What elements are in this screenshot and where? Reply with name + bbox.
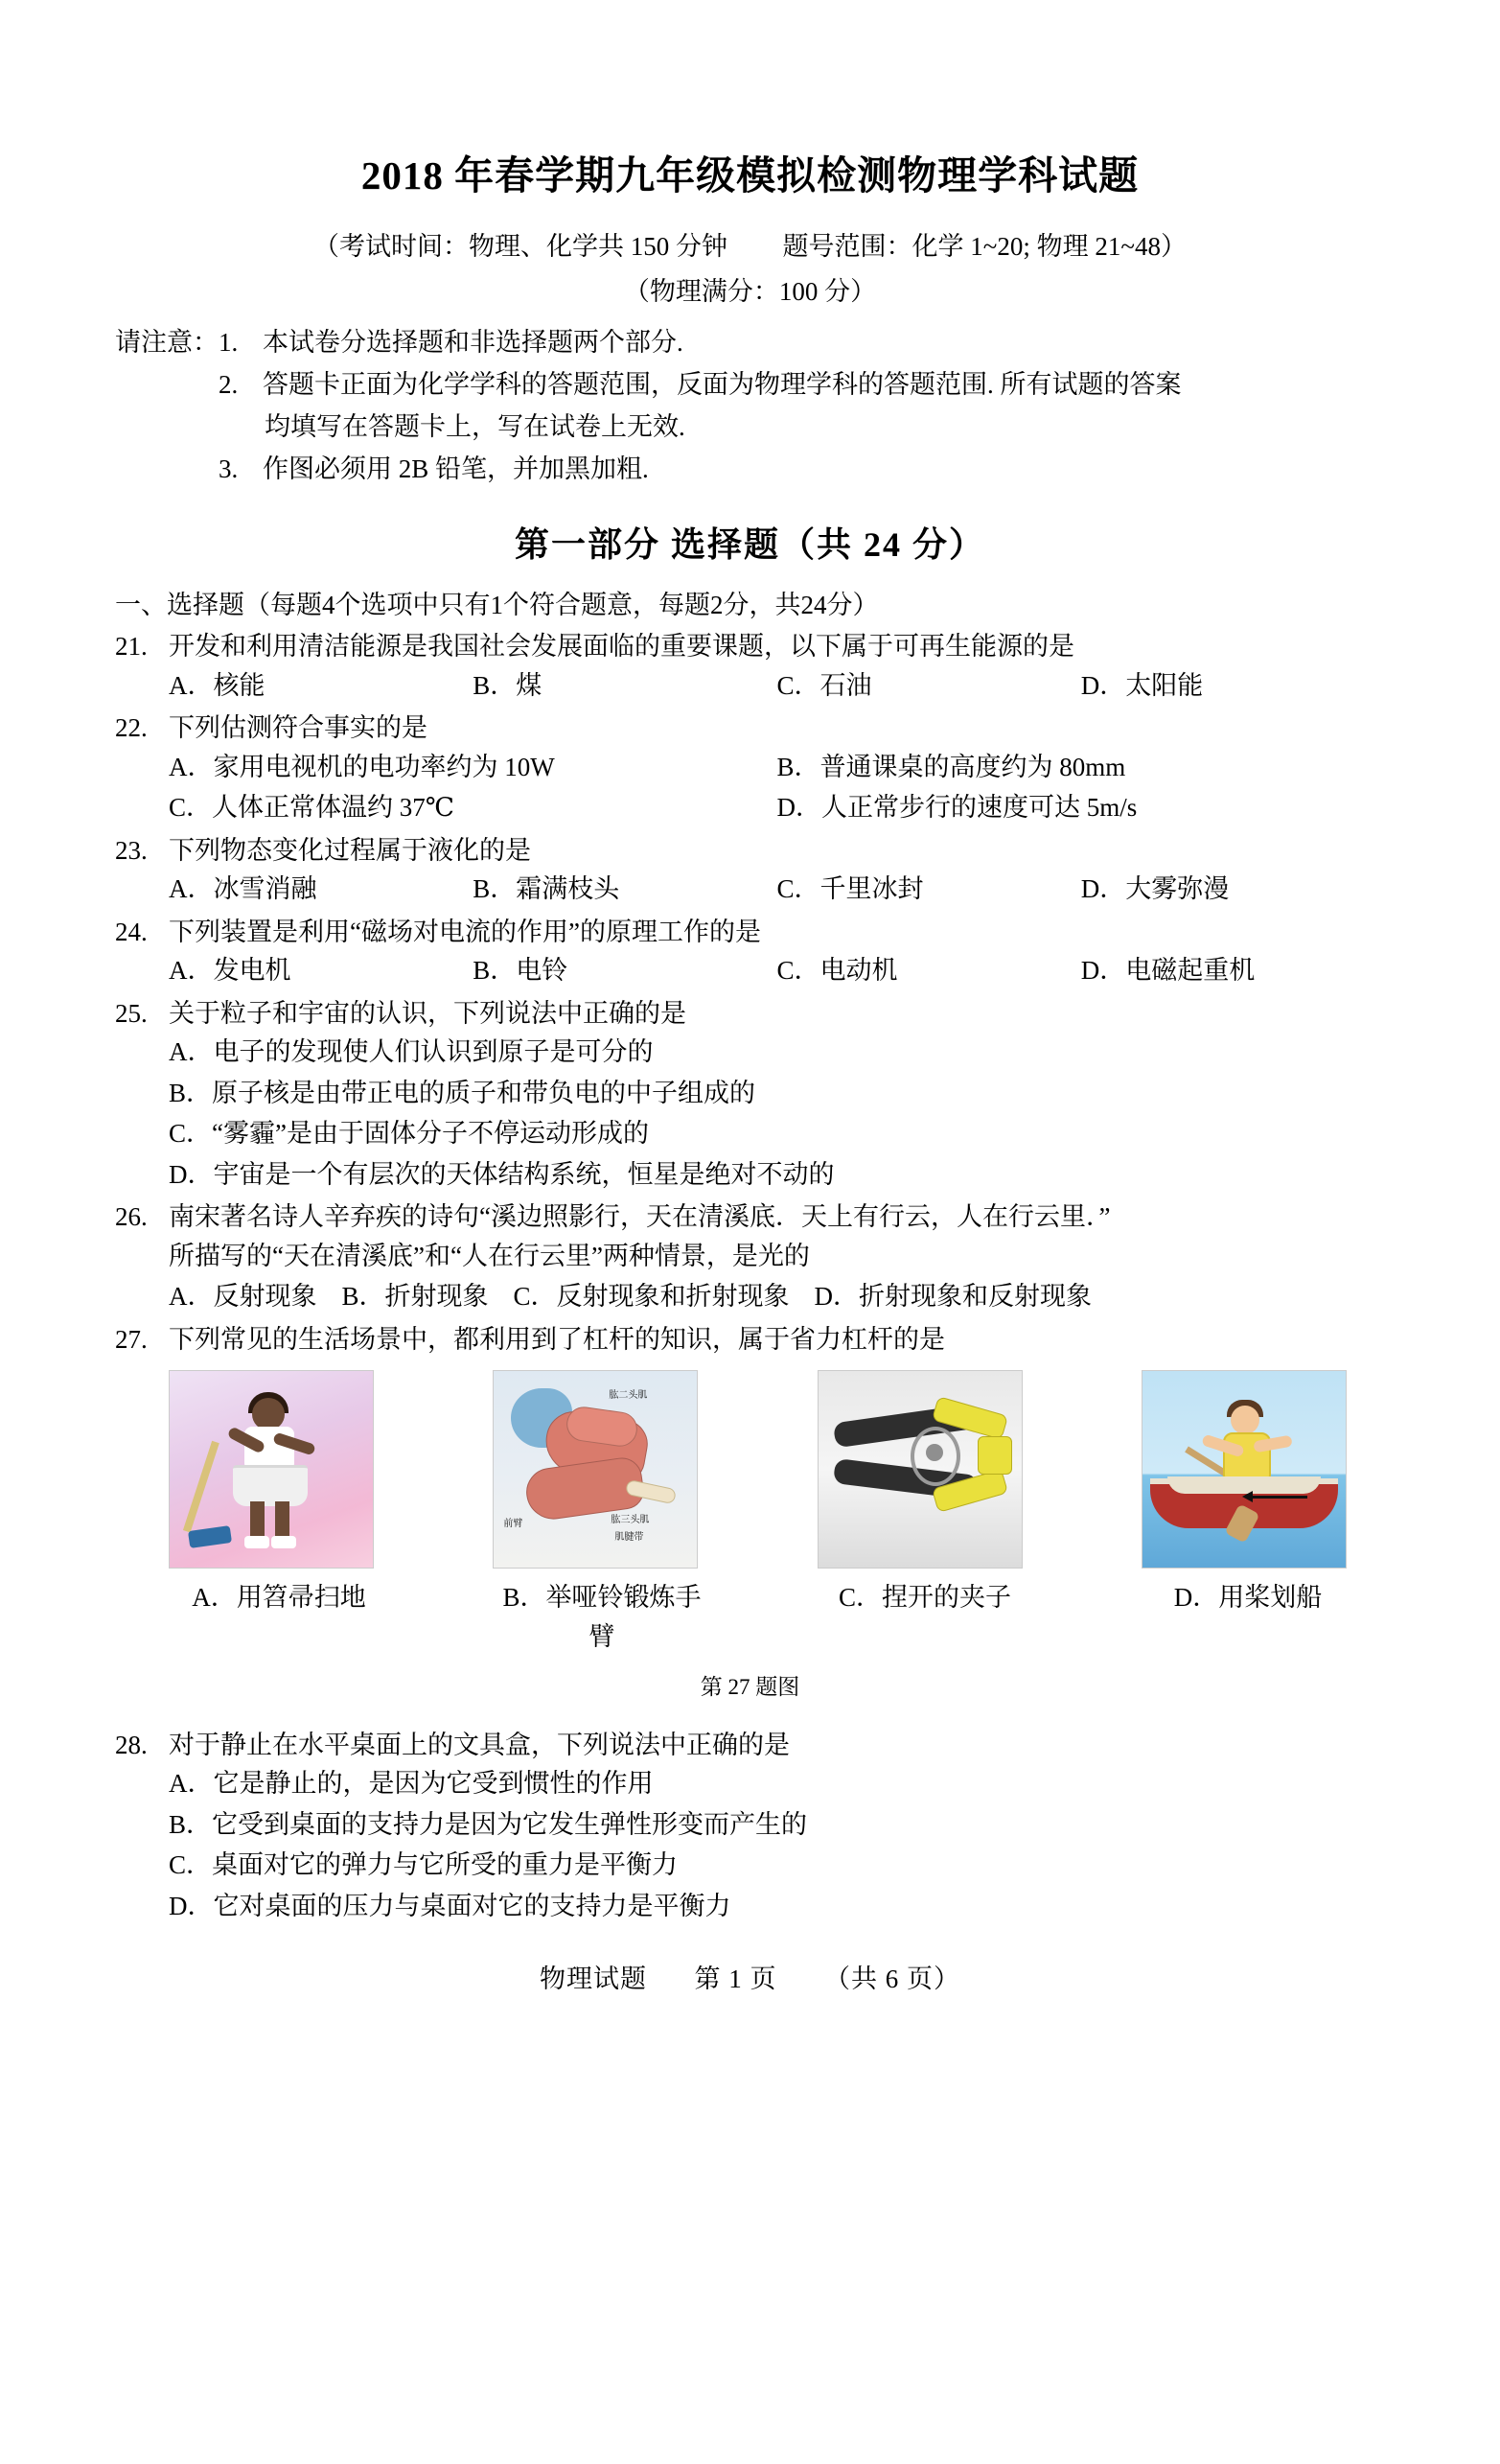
- option-d[interactable]: D．太阳能: [1080, 670, 1204, 700]
- option-c[interactable]: C．“雾霾”是由于固体分子不停运动形成的: [169, 1119, 649, 1149]
- question-range-text: 题号范围：化学 1~20; 物理 21~48）: [782, 232, 1187, 261]
- option-a[interactable]: A．用笤帚扫地: [192, 1583, 366, 1613]
- exam-time-text: （考试时间：物理、化学共 150 分钟: [313, 232, 728, 261]
- figure-part: [250, 1501, 265, 1540]
- figure-caption: 第 27 题图: [700, 1675, 800, 1700]
- question-number: 21.: [115, 632, 148, 662]
- option-b[interactable]: B．原子核是由带正电的质子和带负电的中子组成的: [169, 1078, 756, 1107]
- option-d[interactable]: D．人正常步行的速度可达 5m/s: [776, 793, 1138, 823]
- figure-label-triceps: 肱三头肌: [611, 1515, 650, 1526]
- option-d[interactable]: D．宇宙是一个有层次的天体结构系统，恒星是绝对不动的: [169, 1159, 835, 1189]
- exam-time-range-line: [115, 225, 1385, 263]
- notice-item: [219, 365, 1385, 406]
- question-stem: 对于静止在水平桌面上的文具盒，下列说法中正确的是: [169, 1730, 790, 1759]
- question-27: [115, 1320, 1385, 1705]
- option-a[interactable]: A．核能: [169, 670, 265, 700]
- question-27-captions: [115, 1578, 1385, 1656]
- question-26: [115, 1197, 1385, 1316]
- notice-item-text: 作图必须用 2B 铅笔，并加黑加粗.: [263, 453, 649, 483]
- arm-muscle-anatomy-image: [493, 1370, 698, 1569]
- footer-page-number: 第 1 页: [694, 1964, 777, 1994]
- figure-part: [271, 1536, 296, 1548]
- notice-item-number: 3.: [219, 453, 239, 483]
- question-options: [169, 666, 1385, 706]
- broom-head: [188, 1525, 232, 1548]
- option-b[interactable]: B．电铃: [473, 956, 568, 986]
- question-stem: 下列常见的生活场景中，都利用到了杠杆的知识，属于省力杠杆的是: [169, 1324, 945, 1354]
- yellow-clamp-image: [818, 1370, 1023, 1569]
- question-stem-line-1: 南宋著名诗人辛弃疾的诗句“溪边照影行，天在清溪底．天上有行云，人在行云里．”: [169, 1202, 1111, 1232]
- figure-part: [926, 1444, 943, 1461]
- question-options: [169, 951, 1385, 990]
- option-c[interactable]: C．电动机: [776, 956, 898, 986]
- option-b[interactable]: B．煤: [473, 670, 542, 700]
- question-options-row-1: [169, 748, 1385, 787]
- figure-label-forearm: 前臂: [503, 1519, 523, 1530]
- page-footer: [115, 1958, 1385, 1995]
- question-stem: 开发和利用清洁能源是我国社会发展面临的重要课题，以下属于可再生能源的是: [169, 632, 1074, 662]
- question-stem: 关于粒子和宇宙的认识，下列说法中正确的是: [169, 998, 686, 1028]
- sweeping-floor-image: [169, 1370, 374, 1569]
- question-24: [115, 913, 1385, 990]
- full-mark-line: （物理满分：100 分）: [623, 277, 877, 306]
- option-c[interactable]: C．石油: [776, 670, 872, 700]
- notice-item-text: 答题卡正面为化学学科的答题范围，反面为物理学科的答题范围. 所有试题的答案: [263, 369, 1182, 399]
- notice-item-text: 均填写在答题卡上，写在试卷上无效.: [265, 411, 685, 441]
- option-d[interactable]: D．大雾弥漫: [1080, 874, 1230, 904]
- question-options-row-2: [169, 788, 1385, 827]
- figure-part: [244, 1536, 269, 1548]
- boy-rowing-boat-image: [1142, 1370, 1347, 1569]
- question-25: [115, 994, 1385, 1195]
- figure-part: [978, 1436, 1012, 1475]
- question-stem: 下列装置是利用“磁场对电流的作用”的原理工作的是: [169, 917, 761, 946]
- question-21: [115, 627, 1385, 705]
- option-a[interactable]: A．发电机: [169, 956, 291, 986]
- option-a[interactable]: A．它是静止的，是因为它受到惯性的作用: [169, 1769, 654, 1799]
- option-d[interactable]: D．折射现象和反射现象: [814, 1282, 1093, 1312]
- notice-item: [219, 323, 1385, 363]
- figure-part: [233, 1465, 308, 1506]
- question-options: [169, 870, 1385, 909]
- notice-item-text: 本试卷分选择题和非选择题两个部分.: [263, 328, 683, 357]
- notice-item-number: 2.: [219, 369, 239, 399]
- figure-label-biceps: 肱二头肌: [609, 1390, 648, 1402]
- option-b[interactable]: B．霜满枝头: [473, 874, 620, 904]
- option-d[interactable]: D．用桨划船: [1173, 1583, 1323, 1613]
- option-c[interactable]: C．千里冰封: [776, 874, 924, 904]
- section-heading: 一、选择题（每题4个选项中只有1个符合题意，每题2分，共24分）: [115, 591, 879, 620]
- question-stem: 下列物态变化过程属于液化的是: [169, 835, 531, 865]
- footer-subject: 物理试题: [540, 1964, 647, 1994]
- direction-arrow: [1248, 1496, 1307, 1499]
- question-number: 26.: [115, 1202, 148, 1232]
- question-options: [169, 1277, 1385, 1316]
- option-c[interactable]: C．桌面对它的弹力与它所受的重力是平衡力: [169, 1850, 679, 1880]
- question-27-figures: [115, 1370, 1385, 1569]
- notice-label: 请注意：: [115, 328, 219, 357]
- option-b[interactable]: B．举哑铃锻炼手臂: [502, 1583, 702, 1651]
- option-b[interactable]: B．它受到桌面的支持力是因为它发生弹性形变而产生的: [169, 1809, 808, 1839]
- option-d[interactable]: D．它对桌面的压力与桌面对它的支持力是平衡力: [169, 1891, 731, 1920]
- notice-items: [219, 323, 1385, 491]
- notice-item-continuation: [219, 407, 1385, 448]
- question-22: [115, 709, 1385, 827]
- question-number: 27.: [115, 1324, 148, 1354]
- option-b[interactable]: B．普通课桌的高度约为 80mm: [776, 752, 1126, 781]
- direction-arrow-head: [1242, 1491, 1253, 1502]
- broom-handle: [183, 1441, 219, 1533]
- figure-part: [275, 1501, 289, 1540]
- option-c[interactable]: C．反射现象和折射现象: [513, 1282, 790, 1312]
- option-c[interactable]: C．捏开的夹子: [838, 1583, 1011, 1613]
- question-number: 28.: [115, 1730, 148, 1759]
- option-a[interactable]: A．家用电视机的电功率约为 10W: [169, 752, 555, 781]
- option-c[interactable]: C．人体正常体温约 37℃: [169, 793, 454, 823]
- question-number: 22.: [115, 713, 148, 743]
- part-one-heading: 第一部分 选择题（共 24 分）: [514, 525, 985, 565]
- question-number: 25.: [115, 998, 148, 1028]
- question-number: 23.: [115, 835, 148, 865]
- question-stem: 下列估测符合事实的是: [169, 713, 427, 743]
- question-23: [115, 831, 1385, 909]
- option-b[interactable]: B．折射现象: [341, 1282, 489, 1312]
- question-28: [115, 1726, 1385, 1926]
- page-title: 2018 年春学期九年级模拟检测物理学科试题: [360, 153, 1140, 198]
- footer-total-pages: （共 6 页）: [824, 1964, 960, 1994]
- figure-part: [252, 1398, 285, 1430]
- figure-label-tendon: 肌腱带: [614, 1532, 644, 1544]
- option-a[interactable]: A．反射现象: [169, 1282, 317, 1312]
- question-stem-line-2: 所描写的“天在清溪底”和“人在行云里”两种情景，是光的: [169, 1241, 810, 1270]
- figure-part: [1231, 1406, 1259, 1434]
- option-a[interactable]: A．电子的发现使人们认识到原子是可分的: [169, 1037, 654, 1067]
- question-number: 24.: [115, 917, 148, 946]
- notice-item-number: 1.: [219, 328, 239, 357]
- notice-item: [219, 450, 1385, 490]
- option-d[interactable]: D．电磁起重机: [1080, 956, 1256, 986]
- notice-block: [115, 323, 1385, 491]
- option-a[interactable]: A．冰雪消融: [169, 874, 317, 904]
